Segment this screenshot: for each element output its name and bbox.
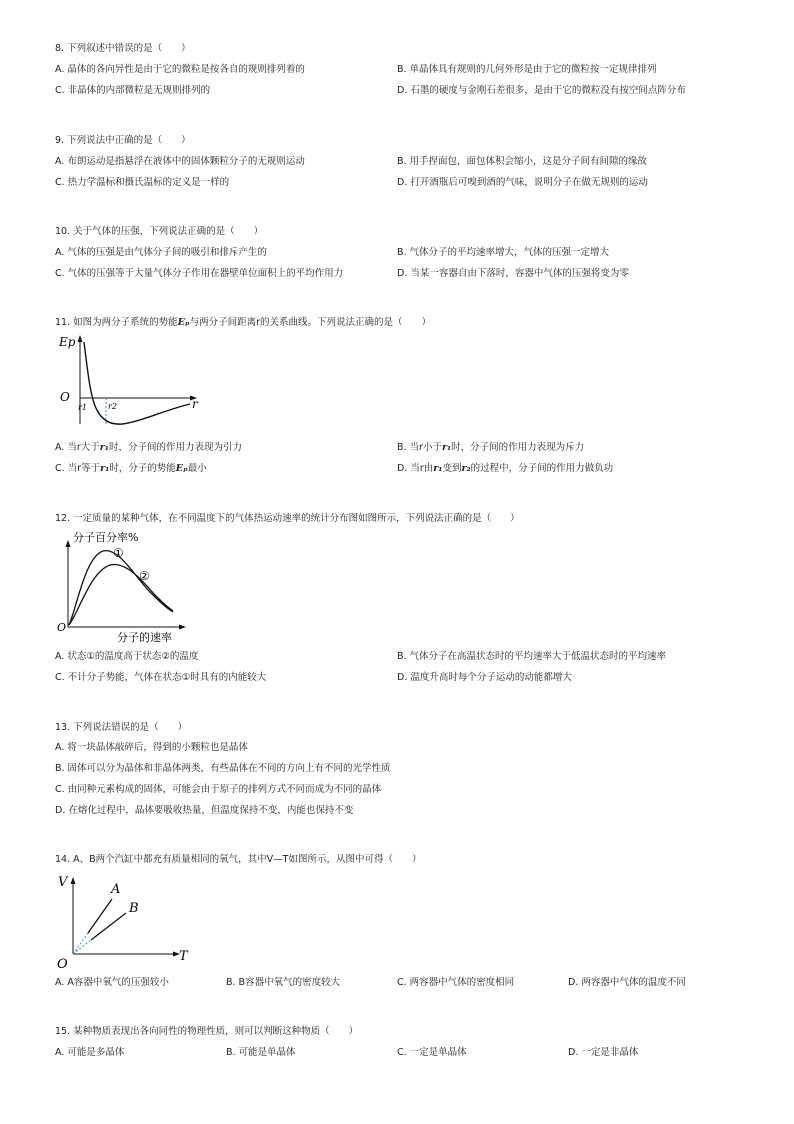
r1-symbol: r₁ [433,463,443,474]
option-11a-pre: A. 当r大于 [55,442,100,453]
r1-symbol: r₁ [441,442,452,453]
y-axis-label: 分子百分率% [73,531,139,544]
option-10d[interactable]: D. 当某一容器自由下落时，容器中气体的压强将变为零 [397,268,629,279]
y-axis-arrow [78,335,83,342]
option-15c[interactable]: C. 一定是单晶体 [397,1047,467,1058]
option-11d-post2: 的过程中，分子间的作用力做负功 [470,463,614,474]
question-8-stem: 8. 下列叙述中错误的是（ ） [55,43,191,54]
question-14-stem: 14. A、B两个汽缸中都充有质量相同的氧气，其中V—T如图所示，从图中可得（ ） [55,854,422,865]
origin-label: O [57,621,67,634]
option-13d[interactable]: D. 在熔化过程中，晶体要吸收热量，但温度保持不变，内能也保持不变 [55,805,354,816]
option-12d[interactable]: D. 温度升高时每个分子运动的动能都增大 [397,672,572,683]
volume-temperature-graph [55,868,195,972]
option-11c-pre: C. 当r等于 [55,463,101,474]
option-11c-post: 时，分子的势能 [109,463,176,474]
option-10b[interactable]: B. 气体分子的平均速率增大，气体的压强一定增大 [397,247,610,258]
r1-label: r1 [78,403,87,412]
option-11b-post: 时，分子间的作用力表现为斥力 [451,442,585,453]
option-11d-pre: D. 当r由 [397,463,434,474]
option-8d[interactable]: D. 石墨的硬度与金刚石差很多，是由于它的微粒没有按空间点阵分布 [397,85,686,96]
option-12c[interactable]: C. 不计分子势能，气体在状态①时具有的内能较大 [55,672,267,683]
option-12a[interactable]: A. 状态①的温度高于状态②的温度 [55,651,199,662]
option-14b[interactable]: B. B容器中氧气的密度较大 [226,977,341,988]
line-b-extrapolation [73,940,91,954]
option-10c[interactable]: C. 气体的压强等于大量气体分子作用在器壁单位面积上的平均作用力 [55,268,344,279]
option-13b[interactable]: B. 固体可以分为晶体和非晶体两类，有些晶体在不同的方向上有不同的光学性质 [55,763,391,774]
question-15-stem: 15. 某种物质表现出各向同性的物理性质，则可以判断这种物质（ ） [55,1026,359,1037]
option-9d[interactable]: D. 打开酒瓶后可嗅到酒的气味，说明分子在做无规则的运动 [397,177,648,188]
y-axis-label: Ep [59,335,76,349]
question-11-stem [55,316,431,329]
question-12-stem: 12. 一定质量的某种气体，在不同温度下的气体热运动速率的统计分布图如图所示，下列说法正确的是（ ） [55,513,520,524]
ep-symbol: Eₚ [177,317,190,328]
option-14c[interactable]: C. 两容器中气体的密度相同 [397,977,515,988]
ep-symbol: Eₚ [175,463,188,474]
curve-1-label: ① [113,546,124,560]
y-axis-label: V [58,875,68,890]
curve-2 [69,565,173,625]
option-11b-pre: B. 当r小于 [397,442,442,453]
line-b-label: B [129,901,139,916]
r2-symbol: r₂ [461,463,471,474]
option-11b[interactable] [397,441,584,454]
question-10-stem: 10. 关于气体的压强，下列说法正确的是（ ） [55,226,264,237]
origin-label: O [60,390,70,404]
option-11a[interactable] [55,441,242,454]
option-13a[interactable]: A. 将一块晶体敲碎后，得到的小颗粒也是晶体 [55,742,248,753]
curve-2-label: ② [139,569,150,583]
x-axis-label: r [192,397,198,411]
question-9-stem: 9. 下列说法中正确的是（ ） [55,135,191,146]
option-12b[interactable]: B. 气体分子在高温状态时的平均速率大于低温状态时的平均速率 [397,651,667,662]
x-axis-label: T [179,949,188,964]
option-9c[interactable]: C. 热力学温标和摄氏温标的定义是一样的 [55,177,230,188]
stem-part-1: 11. 如图为两分子系统的势能 [55,317,178,328]
option-15d[interactable]: D. 一定是非晶体 [568,1047,639,1058]
option-11d[interactable] [397,462,613,475]
origin-label: O [57,957,68,972]
y-axis-arrow [66,540,71,547]
option-8c[interactable]: C. 非晶体的内部微粒是无规则排列的 [55,85,211,96]
speed-distribution-graph [55,527,195,647]
r1-symbol: r₁ [100,463,110,474]
stem-part-2: 与两分子间距离r的关系曲线。下列说法正确的是（ ） [189,317,432,328]
option-14a[interactable]: A. A容器中氧气的压强较小 [55,977,169,988]
line-a [88,899,112,933]
option-13c[interactable]: C. 由同种元素构成的固体，可能会由于原子的排列方式不同而成为不同的晶体 [55,784,382,795]
option-9a[interactable]: A. 布朗运动是指悬浮在液体中的固体颗粒分子的无规则运动 [55,156,305,167]
x-axis-label: 分子的速率 [117,631,172,644]
option-8a[interactable]: A. 晶体的各向异性是由于它的微粒是按各自的规则排列着的 [55,64,305,75]
r2-label: r2 [108,402,117,411]
curve-1 [69,551,173,625]
r1-symbol: r₁ [99,442,109,453]
line-a-label: A [111,882,121,897]
potential-curve [84,342,190,424]
option-15b[interactable]: B. 可能是单晶体 [226,1047,296,1058]
option-10a[interactable]: A. 气体的压强是由气体分子间的吸引和排斥产生的 [55,247,267,258]
option-9b[interactable]: B. 用手捏面包，面包体积会缩小，这是分子间有间隙的缘故 [397,156,648,167]
option-15a[interactable]: A. 可能是多晶体 [55,1047,125,1058]
option-8b[interactable]: B. 单晶体具有规则的几何外形是由于它的微粒按一定规律排列 [397,64,657,75]
option-11d-post: 变到 [442,463,462,474]
x-axis-arrow [179,625,186,630]
line-b [91,913,126,940]
option-11c[interactable] [55,462,207,475]
question-13-stem: 13. 下列说法错误的是（ ） [55,722,188,733]
option-11a-post: 时，分子间的作用力表现为引力 [108,442,242,453]
option-14d[interactable]: D. 两容器中气体的温度不同 [568,977,686,988]
potential-energy-graph [50,330,210,430]
y-axis-arrow [71,877,76,884]
option-11c-post2: 最小 [187,463,207,474]
